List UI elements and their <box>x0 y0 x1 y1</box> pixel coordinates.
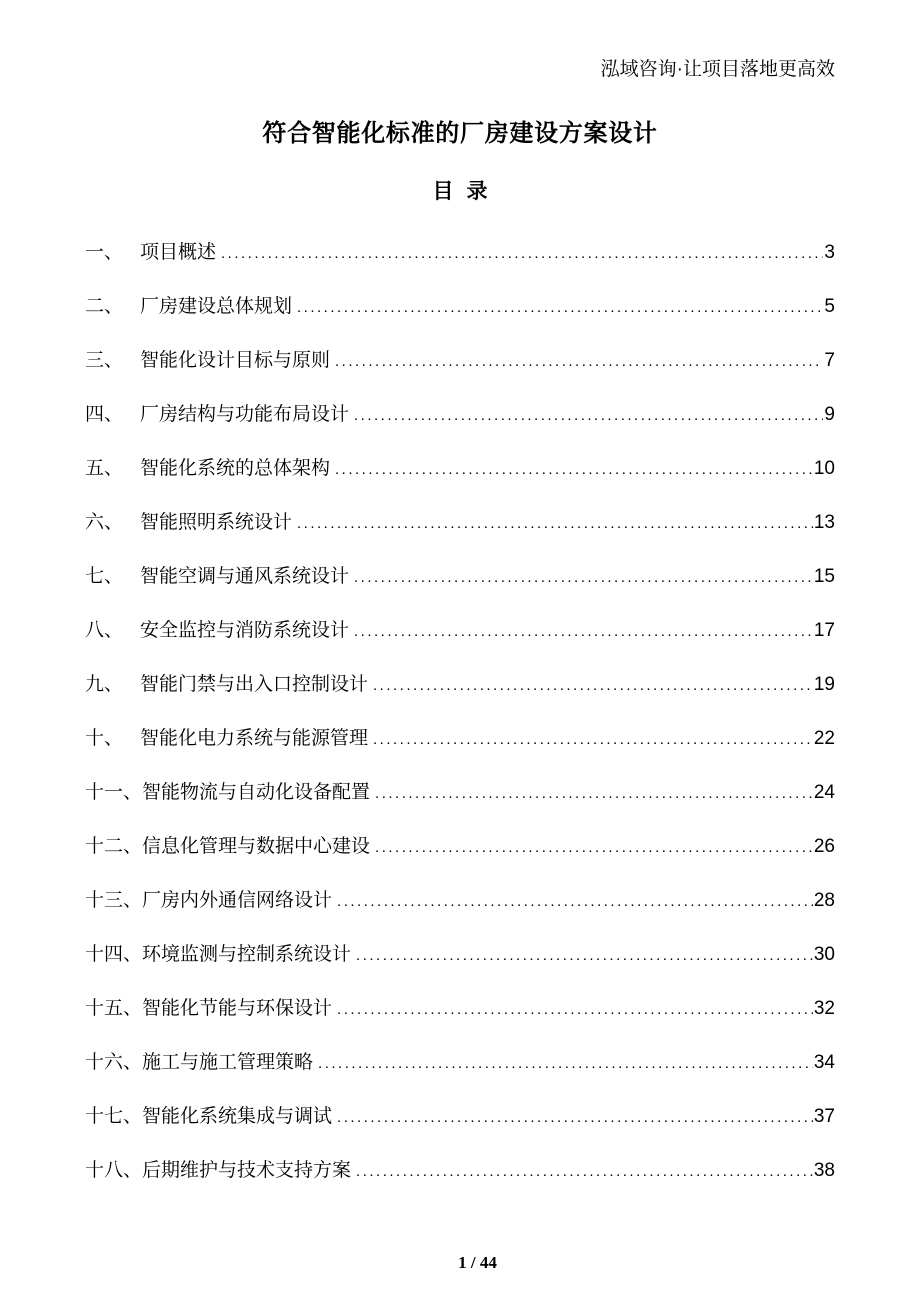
toc-entry-page: 37 <box>813 1106 835 1127</box>
toc-entry-number: 十三、 <box>85 890 143 911</box>
toc-entry-page: 28 <box>813 890 835 911</box>
toc-entry-title: 安全监控与消防系统设计 <box>140 620 350 641</box>
toc-entry-title: 施工与施工管理策略 <box>142 1052 314 1073</box>
toc-entry-number: 八、 <box>85 620 124 641</box>
toc-entry-title: 厂房建设总体规划 <box>140 296 293 317</box>
toc-entry-page: 34 <box>813 1052 835 1073</box>
toc-entry-page: 10 <box>813 458 835 479</box>
toc-entry-number: 九、 <box>85 674 124 695</box>
toc-entry[interactable] <box>85 389 835 443</box>
toc-entry[interactable] <box>85 443 835 497</box>
toc-entry[interactable] <box>85 767 835 821</box>
toc-entry-title: 智能化系统集成与调试 <box>142 1106 333 1127</box>
toc-leader-dots <box>354 570 813 587</box>
toc-leader-dots <box>318 1056 813 1073</box>
toc-entry[interactable] <box>85 983 835 1037</box>
toc-leader-dots <box>337 1110 813 1127</box>
document-title: 符合智能化标准的厂房建设方案设计 <box>262 120 658 147</box>
toc-leader-dots <box>337 1002 813 1019</box>
toc-leader-dots <box>375 786 813 803</box>
toc-entry[interactable] <box>85 281 835 335</box>
toc-entry[interactable] <box>85 227 835 281</box>
toc-leader-dots <box>297 516 813 533</box>
toc-entry-page: 26 <box>813 836 835 857</box>
toc-entry[interactable] <box>85 929 835 983</box>
toc-entry-number: 三、 <box>85 350 124 371</box>
toc-leader-dots <box>356 948 813 965</box>
toc-entry[interactable] <box>85 713 835 767</box>
toc-entry-title: 智能空调与通风系统设计 <box>140 566 350 587</box>
toc-entry-number: 十六、 <box>85 1052 143 1073</box>
toc-entry-title: 智能化电力系统与能源管理 <box>140 728 369 749</box>
toc-entry-title: 智能照明系统设计 <box>140 512 293 533</box>
toc-entry[interactable] <box>85 659 835 713</box>
toc-entry-page: 22 <box>813 728 835 749</box>
toc-leader-dots <box>335 354 823 371</box>
toc-entry-title: 智能物流与自动化设备配置 <box>142 782 371 803</box>
header-brand-slogan: 泓域咨询·让项目落地更高效 <box>600 59 835 80</box>
toc-entry-title: 智能化设计目标与原则 <box>140 350 331 371</box>
toc-entry-title: 环境监测与控制系统设计 <box>142 944 352 965</box>
toc-entry-page: 38 <box>813 1160 835 1181</box>
toc-entry-title: 厂房结构与功能布局设计 <box>140 404 350 425</box>
toc-leader-dots <box>297 300 823 317</box>
toc-leader-dots <box>221 246 823 263</box>
toc-leader-dots <box>373 732 813 749</box>
toc-entry-number: 十七、 <box>85 1106 143 1127</box>
toc-entry-page: 5 <box>824 296 835 317</box>
toc-entry-page: 13 <box>813 512 835 533</box>
toc-list <box>85 227 835 1199</box>
toc-entry-number: 十四、 <box>85 944 143 965</box>
toc-entry-number: 四、 <box>85 404 124 425</box>
toc-entry-number: 六、 <box>85 512 124 533</box>
toc-entry[interactable] <box>85 605 835 659</box>
toc-entry-title: 信息化管理与数据中心建设 <box>142 836 371 857</box>
toc-entry[interactable] <box>85 875 835 929</box>
toc-entry-number: 一、 <box>85 242 124 263</box>
toc-entry[interactable] <box>85 1091 835 1145</box>
toc-leader-dots <box>335 462 813 479</box>
toc-leader-dots <box>356 1164 813 1181</box>
toc-entry-page: 17 <box>813 620 835 641</box>
page-number-indicator: 1 / 44 <box>458 1253 497 1272</box>
toc-entry-page: 15 <box>813 566 835 587</box>
toc-entry-title: 智能门禁与出入口控制设计 <box>140 674 369 695</box>
toc-entry[interactable] <box>85 821 835 875</box>
toc-leader-dots <box>354 624 813 641</box>
toc-entry-number: 十八、 <box>85 1160 143 1181</box>
toc-entry-title: 厂房内外通信网络设计 <box>142 890 333 911</box>
toc-entry-number: 十五、 <box>85 998 143 1019</box>
toc-entry-number: 五、 <box>85 458 124 479</box>
toc-entry-page: 19 <box>813 674 835 695</box>
toc-entry-page: 7 <box>824 350 835 371</box>
toc-entry-page: 24 <box>813 782 835 803</box>
toc-entry[interactable] <box>85 335 835 389</box>
toc-leader-dots <box>373 678 813 695</box>
toc-entry[interactable] <box>85 1145 835 1199</box>
toc-entry-page: 3 <box>824 242 835 263</box>
toc-entry-title: 后期维护与技术支持方案 <box>142 1160 352 1181</box>
toc-entry-number: 二、 <box>85 296 124 317</box>
toc-entry-page: 32 <box>813 998 835 1019</box>
toc-entry-number: 十、 <box>85 728 124 749</box>
toc-entry-title: 项目概述 <box>140 242 217 263</box>
toc-entry-title: 智能化系统的总体架构 <box>140 458 331 479</box>
toc-heading: 目录 <box>432 180 501 203</box>
toc-entry-page: 9 <box>824 404 835 425</box>
toc-entry-page: 30 <box>813 944 835 965</box>
toc-entry[interactable] <box>85 551 835 605</box>
toc-entry-number: 十二、 <box>85 836 143 857</box>
toc-entry[interactable] <box>85 1037 835 1091</box>
toc-entry-title: 智能化节能与环保设计 <box>142 998 333 1019</box>
toc-entry-number: 十一、 <box>85 782 143 803</box>
toc-entry-number: 七、 <box>85 566 124 587</box>
toc-leader-dots <box>354 408 823 425</box>
toc-entry[interactable] <box>85 497 835 551</box>
toc-leader-dots <box>337 894 813 911</box>
toc-leader-dots <box>375 840 813 857</box>
